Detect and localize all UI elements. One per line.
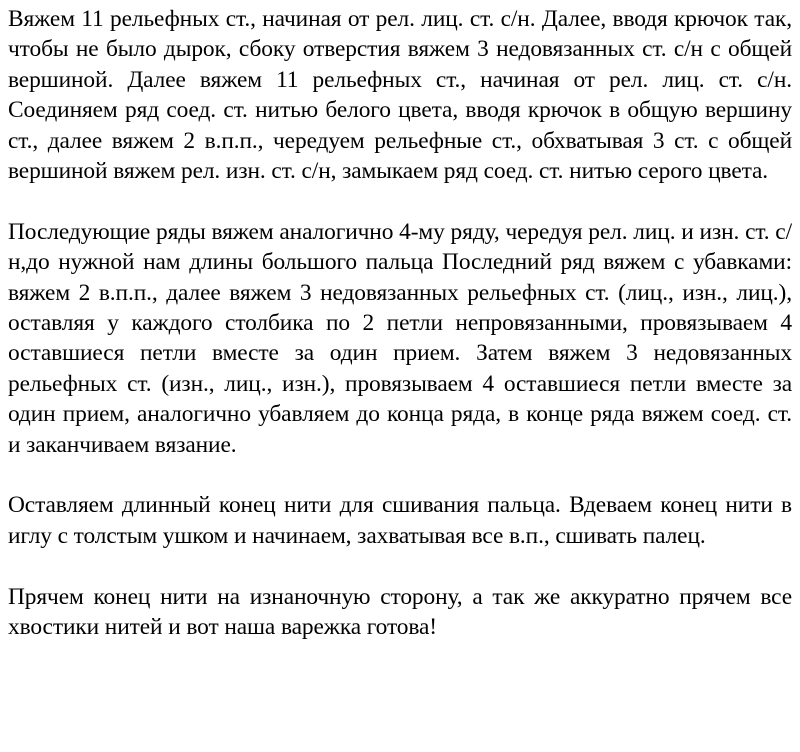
- paragraph-1: Вяжем 11 рельефных ст., начиная от рел. лиц. ст. с/н. Далее, вводя крючок так, чтобы не было дырок, сбоку отверстия вяжем 3 недовязанных ст. с/н с общей вершиной. Далее вяжем 11 рельефных ст., начиная от рел. лиц. ст. с/н. Соединяем ряд соед. ст. нитью белого цвета, вводя крючок в общую вершину ст., далее вяжем 2 в.п.п., чередуем рельефные ст., обхватывая 3 ст. с общей вершиной вяжем рел. изн. ст. с/н, замыкаем ряд соед. ст. нитью серого цвета.: [8, 6, 792, 185]
- paragraph-4: Прячем конец нити на изнаночную сторону, а так же аккуратно прячем все хвостики нитей и вот наша варежка готова!: [8, 583, 792, 641]
- paragraph-spacer: [8, 460, 792, 490]
- paragraph-spacer: [8, 551, 792, 581]
- paragraph-3: Оставляем длинный конец нити для сшивания пальца. Вдеваем конец нити в иглу с толстым ушком и начинаем, захватывая все в.п., сшивать палец.: [8, 492, 792, 549]
- paragraph-spacer: [8, 186, 792, 216]
- paragraph-2: Последующие ряды вяжем аналогично 4-му ряду, чередуя рел. лиц. и изн. ст. с/н,до нужной нам длины большого пальца Последний ряд вяжем с убавками: вяжем 2 в.п.п., далее вяжем 3 недовязанных рельефных ст. (лиц., изн., лиц.), оставляя у каждого столбика по 2 петли непровязанными, провязываем 4 оставшиеся петли вместе за один прием. Затем вяжем 3 недовязанных рельефных ст. (изн., лиц., изн.), провязываем 4 оставшиеся петли вместе за один прием, аналогично убавляем до конца ряда, в конце ряда вяжем соед. ст. и заканчиваем вязание.: [8, 218, 792, 458]
